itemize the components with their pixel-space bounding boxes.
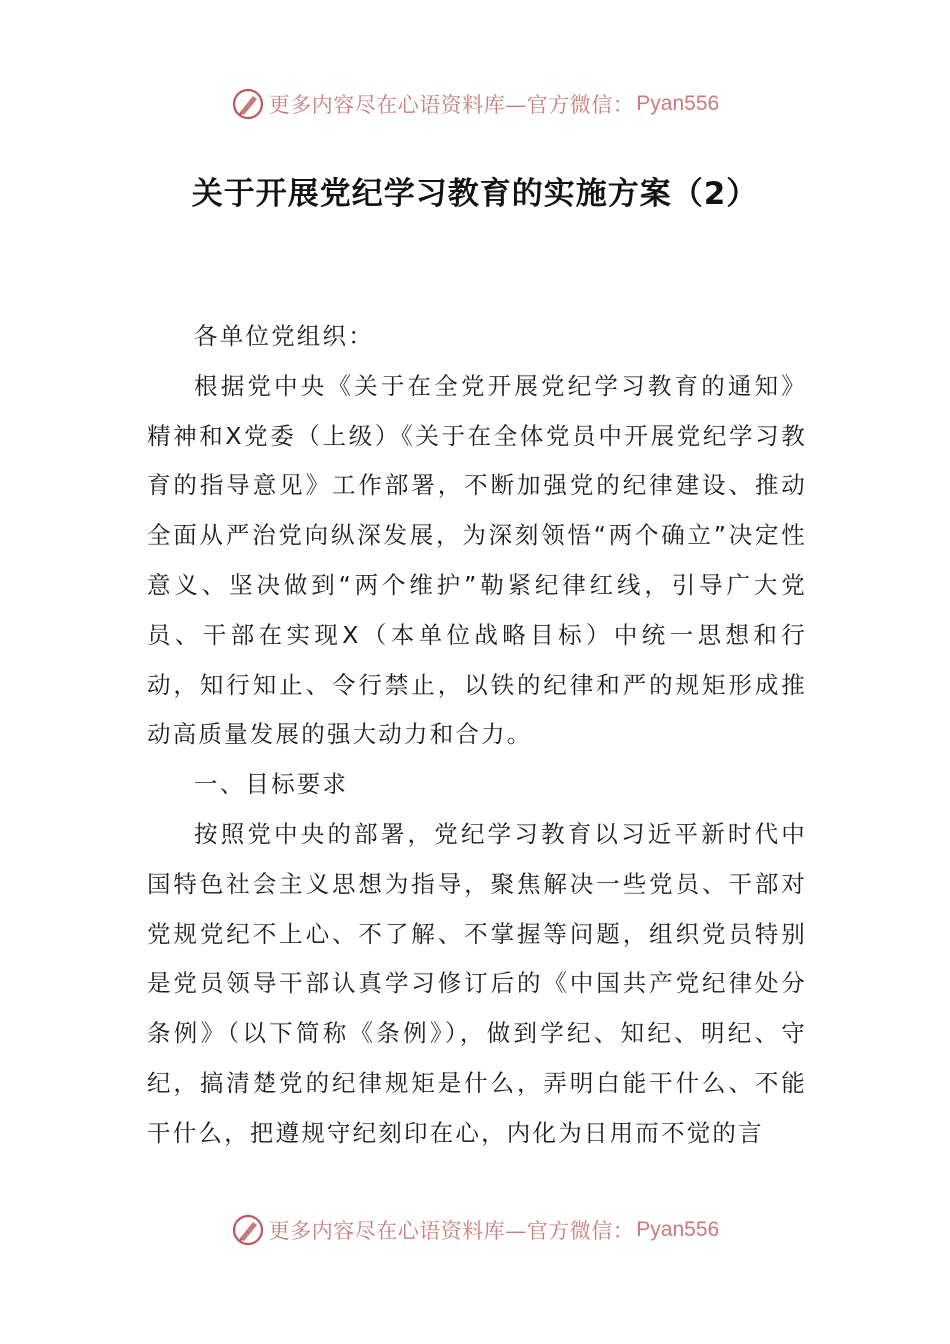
section-heading: 一、目标要求: [194, 770, 349, 799]
watermark-banner-top: [0, 84, 950, 124]
document-body: [147, 312, 807, 1159]
document-title: 关于开展党纪学习教育的实施方案（2）: [191, 176, 759, 212]
watermark-wechat-id: Pyan556: [636, 1218, 720, 1241]
pen-logo-icon: [231, 1213, 265, 1247]
watermark-banner-bottom: [0, 1210, 950, 1250]
watermark-text: 更多内容尽在心语资料库—官方微信：: [268, 1219, 635, 1243]
pen-logo-icon: [231, 87, 265, 121]
watermark-text: 更多内容尽在心语资料库—官方微信：: [268, 93, 635, 117]
salutation: 各单位党组织：: [194, 322, 374, 350]
watermark-wechat-id: Pyan556: [636, 92, 720, 115]
body-paragraph: 按照党中央的部署，党纪学习教育以习近平新时代中国特色社会主义思想为指导，聚焦解决一些党员、干部对党规党纪不上心、不了解、不掌握等问题，组织党员特别是党员领导干部认真学习修订后的《中国共产党纪律处分条例》（以下简称《条例》），做到学纪、知纪、明纪、守纪，搞清楚党的纪律规矩是什么，弄明白能干什么、不能干什么，把遵规守纪刻印在心，内化为日用而不觉的言: [147, 819, 807, 1147]
intro-paragraph: 根据党中央《关于在全党开展党纪学习教育的通知》精神和X党委（上级）《关于在全体党员中开展党纪学习教育的指导意见》工作部署，不断加强党的纪律建设、推动全面从严治党向纵深发展，为深刻领悟“两个确立”决定性意义、坚决做到“两个维护”勒紧纪律红线，引导广大党员、干部在实现X（本单位战略目标）中统一思想和行动，知行知止、令行禁止，以铁的纪律和严的规矩形成推动高质量发展的强大动力和合力。: [147, 371, 807, 749]
